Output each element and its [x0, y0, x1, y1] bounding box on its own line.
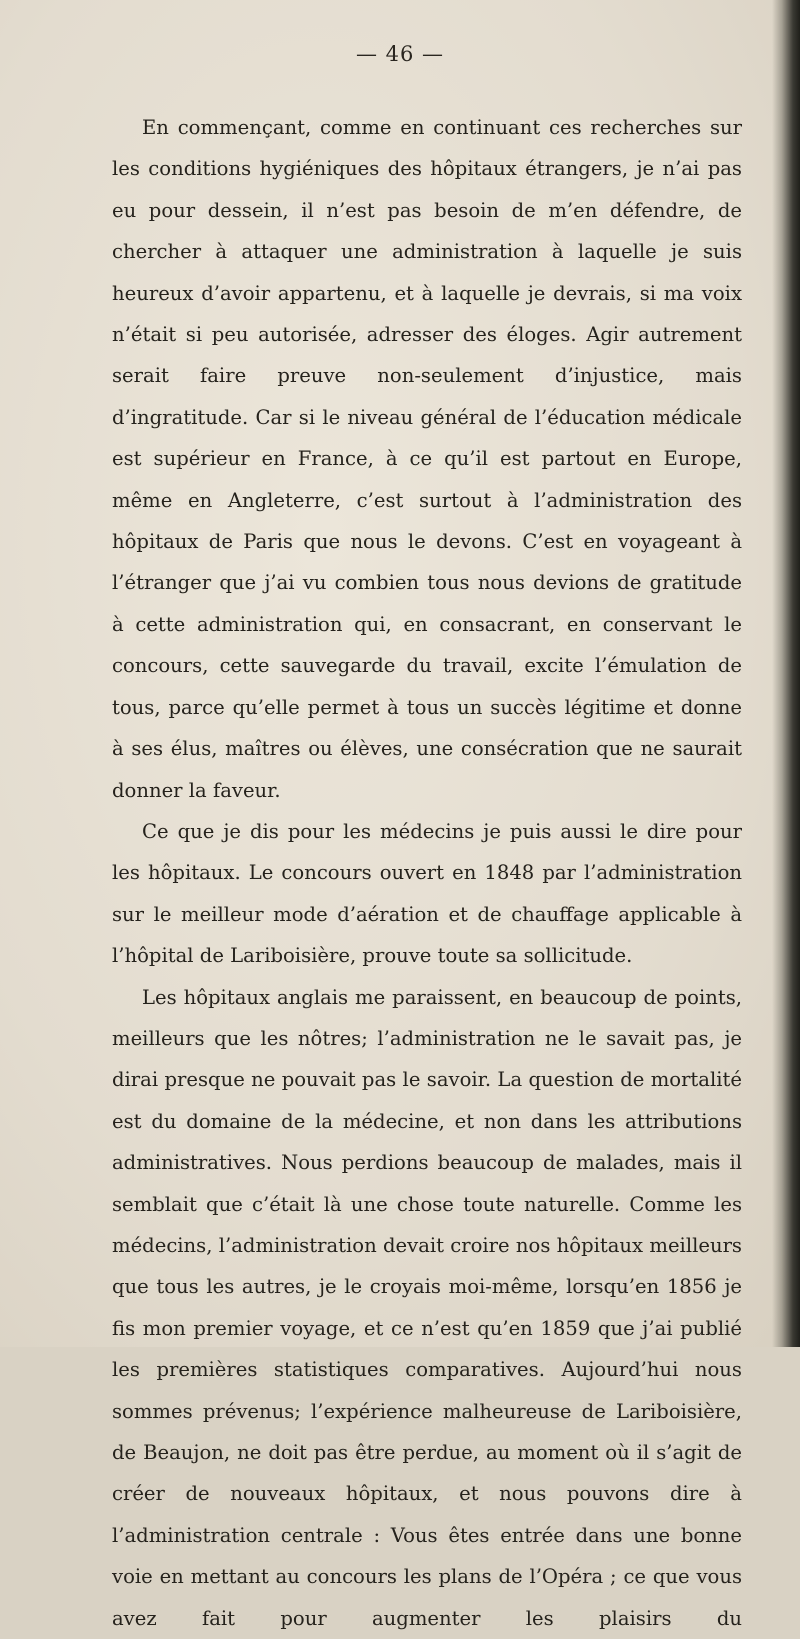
body-text	[112, 107, 742, 1639]
page-number: — 46 —	[355, 42, 445, 66]
paragraph-2: Ce que je dis pour les médecins je puis aussi le dire pour les hôpitaux. Le concours ouvert en 1848 par l’administration sur le meilleur mode d’aération et de chauffage applicable à l’hôpital de Lariboisière, prouve toute sa sollicitude.	[112, 819, 742, 968]
paragraph-3: Les hôpitaux anglais me paraissent, en beaucoup de points, meilleurs que les nôtres; l’administration ne le savait pas, je dirai presque ne pouvait pas le savoir. La question de mortalité est du domaine de la médecine, et non dans les attributions administratives. Nous perdions beaucoup de malades, mais il semblait que c’était là une chose toute naturelle. Comme les médecins, l’administration devait croire nos hôpitaux meilleurs que tous les autres, je le croyais moi-même, lorsqu’en 1856 je fis mon premier voyage, et ce n’est qu’en 1859 que j’ai publié les premières statistiques comparatives. Aujourd’hui nous sommes prévenus; l’expérience malheureuse de Lariboisière, de Beaujon, ne doit pas être perdue, au moment où il s’agit de créer de nouveaux hôpitaux, et nous pouvons dire à l’administration centrale : Vous êtes entrée dans une bonne voie en mettant au concours les plans de l’Opéra ; ce que vous avez fait pour augmenter les plaisirs du	[112, 985, 742, 1630]
paragraph-1: En commençant, comme en continuant ces recherches sur les conditions hygiéniques des hôpitaux étrangers, je n’ai pas eu pour dessein, il n’est pas besoin de m’en défendre, de chercher à attaquer une administration à laquelle je suis heureux d’avoir appartenu, et à laquelle je devrais, si ma voix n’était si peu autorisée, adresser des éloges. Agir autrement serait faire preuve non-seulement d’injustice, mais d’ingratitude. Car si le niveau général de l’éducation médicale est supérieur en France, à ce qu’il est partout en Europe, même en Angleterre, c’est surtout à l’administration des hôpitaux de Paris que nous le devons. C’est en voyageant à l’étranger que j’ai vu combien tous nous devions de gratitude à cette administration qui, en consacrant, en conservant le concours, cette sauvegarde du travail, excite l’émulation de tous, parce qu’elle permet à tous un succès légitime et donne à ses élus, maîtres ou élèves, une consécration que ne saurait donner la faveur.	[112, 116, 742, 802]
book-spine-shadow	[772, 0, 800, 1347]
